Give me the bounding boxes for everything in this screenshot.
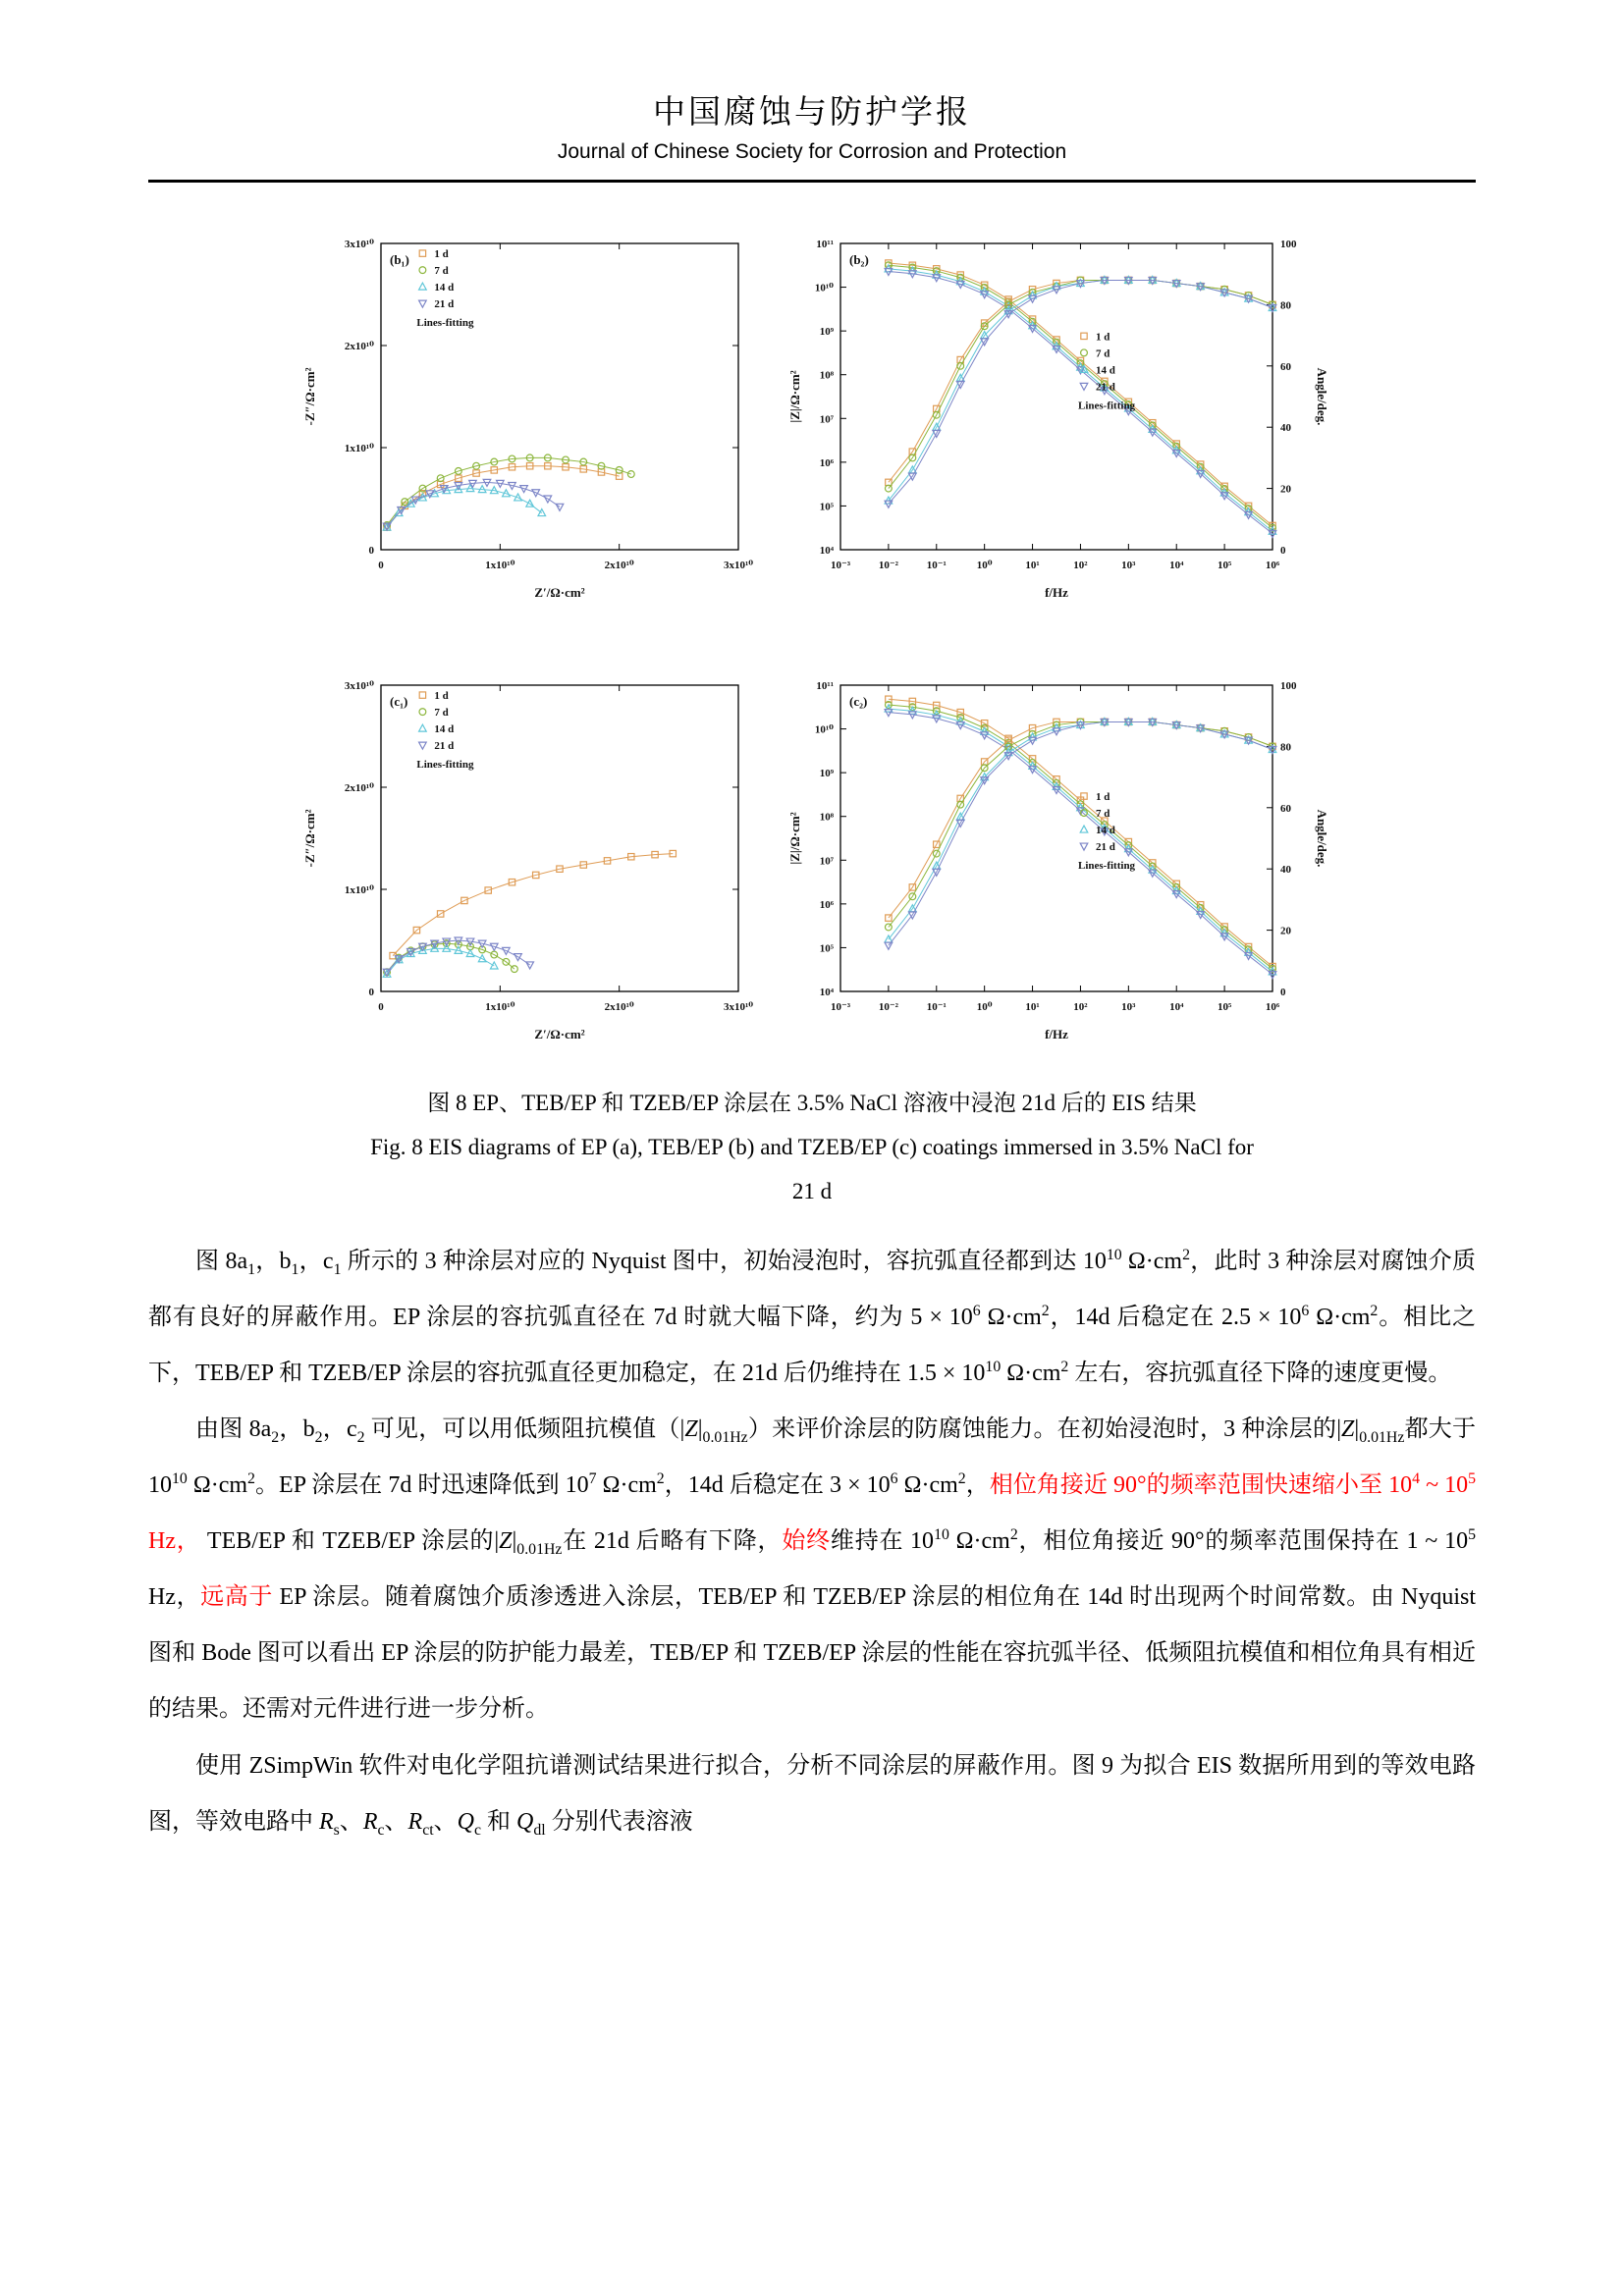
svg-text:21 d: 21 d: [434, 740, 455, 753]
svg-text:10⁻¹: 10⁻¹: [926, 1001, 947, 1013]
svg-text:10¹¹: 10¹¹: [816, 239, 834, 250]
article-body: [148, 1234, 1476, 1850]
svg-text:0: 0: [1280, 987, 1286, 998]
figure-caption: [0, 1082, 1624, 1214]
svg-text:10⁴: 10⁴: [819, 545, 834, 557]
svg-text:14 d: 14 d: [1096, 364, 1115, 377]
svg-text:20: 20: [1280, 925, 1291, 937]
svg-text:80: 80: [1280, 741, 1291, 754]
svg-text:10²: 10²: [1073, 560, 1088, 571]
svg-text:(b₁): (b₁): [390, 252, 409, 267]
svg-text:100: 100: [1280, 239, 1297, 250]
svg-text:10¹⁰: 10¹⁰: [814, 282, 834, 294]
svg-text:0: 0: [1280, 545, 1286, 557]
journal-title-zh: 中国腐蚀与防护学报: [653, 95, 971, 131]
svg-text:1 d: 1 d: [434, 690, 449, 703]
svg-text:0: 0: [378, 560, 384, 571]
svg-text:60: 60: [1280, 360, 1291, 373]
svg-text:10⁹: 10⁹: [819, 326, 834, 339]
svg-text:1x10¹⁰: 1x10¹⁰: [344, 884, 374, 896]
svg-text:7 d: 7 d: [434, 265, 449, 278]
svg-text:Angle/deg.: Angle/deg.: [1315, 367, 1329, 426]
svg-text:10⁶: 10⁶: [819, 456, 834, 469]
svg-text:2x10¹⁰: 2x10¹⁰: [344, 782, 374, 794]
svg-text:10³: 10³: [1121, 1001, 1136, 1013]
svg-text:1x10¹⁰: 1x10¹⁰: [485, 1001, 515, 1013]
figure-caption-en-cont: 21 d: [791, 1178, 833, 1203]
svg-text:0: 0: [378, 1001, 384, 1013]
svg-text:10⁰: 10⁰: [976, 560, 993, 571]
svg-text:10⁷: 10⁷: [819, 413, 834, 426]
svg-text:10⁵: 10⁵: [819, 501, 834, 513]
svg-text:7 d: 7 d: [434, 707, 449, 720]
svg-text:10⁵: 10⁵: [819, 942, 834, 955]
svg-text:14 d: 14 d: [434, 282, 455, 294]
svg-text:40: 40: [1280, 864, 1291, 877]
svg-text:-Z″/Ω·cm²: -Z″/Ω·cm²: [302, 367, 317, 426]
figure-caption-zh: 图 8 EP、TEB/EP 和 TZEB/EP 涂层在 3.5% NaCl 溶液中浸泡 21d 后的 EIS 结果: [427, 1091, 1197, 1115]
svg-text:f/Hz: f/Hz: [1045, 1027, 1068, 1041]
svg-text:14 d: 14 d: [1096, 825, 1115, 837]
svg-text:10⁴: 10⁴: [1169, 1001, 1184, 1013]
svg-text:1 d: 1 d: [1096, 791, 1110, 804]
svg-text:2x10¹⁰: 2x10¹⁰: [344, 341, 374, 352]
svg-text:(c₂): (c₂): [849, 694, 868, 709]
svg-text:100: 100: [1280, 680, 1297, 692]
svg-text:1x10¹⁰: 1x10¹⁰: [344, 443, 374, 454]
chart-b1-nyquist: [295, 226, 766, 611]
svg-text:3x10¹⁰: 3x10¹⁰: [723, 560, 754, 571]
svg-text:40: 40: [1280, 422, 1291, 435]
chart-c1-nyquist: [295, 667, 766, 1052]
svg-text:10⁶: 10⁶: [1265, 560, 1280, 571]
paragraph-bode-analysis: 由图 $8a_2$，$b_2$，$c_2$ 可见，可以用低频阻抗模值$(|Z|_{0.01Hz})$来评价涂层的防腐蚀能力。在初始浸泡时，3 种涂层的$|Z|_{0.01Hz}$都大于 $10^{10}$ $\Omega\cdot cm^2$。EP 涂层在 7d 时迅速降低到 $10^7$ $\Omega\cdot cm^2$，14d 后稳定在 $3 \times 10^6$ $\Omega\cdot cm^2$，相位角接近 90°的频率范围快速缩小至 $10^4$ ~ $10^5$ Hz， TEB/EP 和 TZEB/EP 涂层的$|Z|_{0.01Hz}$在 21d 后略有下降，始终维持在 $10^{10}$ $\Omega\cdot cm^2$，相位角接近 90°的频率范围保持在 1 ~ $10^5$ Hz，远高于 EP 涂层。随着腐蚀介质渗透进入涂层，TEB/EP 和 TZEB/EP 涂层的相位角在 14d 时出现两个时间常数。由 Nyquist 图和 Bode 图可以看出 EP 涂层的防护能力最差，TEB/EP 和 TZEB/EP 涂层的性能在容抗弧半径、低频阻抗模值和相位角具有相近的结果。还需对元件进行进一步分析。: [148, 1415, 1477, 1723]
svg-text:Z′/Ω·cm²: Z′/Ω·cm²: [534, 1027, 585, 1041]
svg-text:Lines-fitting: Lines-fitting: [416, 317, 474, 330]
header-rule: [148, 180, 1476, 183]
svg-text:60: 60: [1280, 802, 1291, 815]
svg-text:|Z|/Ω·cm²: |Z|/Ω·cm²: [787, 370, 802, 423]
svg-text:10⁴: 10⁴: [819, 987, 834, 998]
svg-text:f/Hz: f/Hz: [1045, 585, 1068, 600]
svg-text:10⁻²: 10⁻²: [878, 560, 898, 571]
svg-text:0: 0: [368, 987, 374, 998]
svg-text:2x10¹⁰: 2x10¹⁰: [604, 560, 634, 571]
svg-text:10⁵: 10⁵: [1217, 560, 1232, 571]
journal-header: [0, 0, 1624, 183]
svg-text:3x10¹⁰: 3x10¹⁰: [723, 1001, 754, 1013]
svg-text:Z′/Ω·cm²: Z′/Ω·cm²: [534, 585, 585, 600]
svg-text:10³: 10³: [1121, 560, 1136, 571]
svg-text:10¹¹: 10¹¹: [816, 680, 834, 692]
svg-text:10²: 10²: [1073, 1001, 1088, 1013]
svg-text:-Z″/Ω·cm²: -Z″/Ω·cm²: [302, 809, 317, 868]
paragraph-zsimpwin-fitting: 使用 ZSimpWin 软件对电化学阻抗谱测试结果进行拟合，分析不同涂层的屏蔽作用。图 9 为拟合 EIS 数据所用到的等效电路图，等效电路中 $R_s$、$R_c$、$R_{ct}$、$Q_c$ 和 $Q_{dl}$ 分别代表溶液: [148, 1752, 1476, 1839]
paragraph-nyquist-analysis: 图 $8a_1$，$b_1$，$c_1$ 所示的 3 种涂层对应的 Nyquist 图中，初始浸泡时，容抗弧直径都到达 $10^{10}$ $\Omega\cdot cm^2$，此时 3 种涂层对腐蚀介质都有良好的屏蔽作用。EP 涂层的容抗弧直径在 7d 时就大幅下降，约为 $5 \times 10^6$ $\Omega\cdot cm^2$，14d 后稳定在 $2.5 \times 10^6$ $\Omega\cdot cm^2$。相比之下，TEB/EP 和 TZEB/EP 涂层的容抗弧直径更加稳定，在 21d 后仍维持在 $1.5 \times 10^{10}$ $\Omega\cdot cm^2$ 左右，容抗弧直径下降的速度更慢。: [148, 1246, 1477, 1386]
svg-text:10⁻³: 10⁻³: [830, 560, 851, 571]
svg-text:10¹⁰: 10¹⁰: [814, 723, 834, 736]
svg-text:10¹: 10¹: [1025, 560, 1040, 571]
chart-b2-bode: [780, 226, 1329, 611]
svg-text:3x10¹⁰: 3x10¹⁰: [344, 680, 374, 692]
svg-text:Angle/deg.: Angle/deg.: [1315, 809, 1329, 868]
svg-text:10⁸: 10⁸: [819, 811, 834, 824]
svg-text:10⁵: 10⁵: [1217, 1001, 1232, 1013]
svg-text:10⁹: 10⁹: [819, 768, 834, 780]
svg-text:1 d: 1 d: [434, 248, 449, 261]
svg-text:10¹: 10¹: [1025, 1001, 1040, 1013]
svg-text:14 d: 14 d: [434, 723, 455, 736]
svg-text:21 d: 21 d: [1096, 841, 1115, 854]
svg-text:Lines-fitting: Lines-fitting: [1078, 400, 1136, 412]
svg-text:Lines-fitting: Lines-fitting: [416, 759, 474, 772]
figure-caption-en: Fig. 8 EIS diagrams of EP (a), TEB/EP (b) and TZEB/EP (c) coatings immersed in 3.5% NaCl for: [370, 1134, 1254, 1159]
svg-text:(c₁): (c₁): [390, 694, 408, 709]
svg-text:10⁴: 10⁴: [1169, 560, 1184, 571]
svg-text:1x10¹⁰: 1x10¹⁰: [485, 560, 515, 571]
svg-text:20: 20: [1280, 483, 1291, 496]
svg-text:|Z|/Ω·cm²: |Z|/Ω·cm²: [787, 812, 802, 865]
svg-text:2x10¹⁰: 2x10¹⁰: [604, 1001, 634, 1013]
svg-text:7 d: 7 d: [1096, 808, 1110, 821]
svg-text:10⁻²: 10⁻²: [878, 1001, 898, 1013]
svg-text:Lines-fitting: Lines-fitting: [1078, 860, 1136, 873]
svg-text:80: 80: [1280, 299, 1291, 312]
svg-text:21 d: 21 d: [434, 298, 455, 311]
svg-text:10⁻¹: 10⁻¹: [926, 560, 947, 571]
svg-text:10⁻³: 10⁻³: [830, 1001, 851, 1013]
svg-text:10⁰: 10⁰: [976, 1001, 993, 1013]
svg-text:1 d: 1 d: [1096, 331, 1110, 344]
svg-text:10⁸: 10⁸: [819, 369, 834, 382]
svg-text:10⁶: 10⁶: [1265, 1001, 1280, 1013]
svg-text:(b₂): (b₂): [849, 252, 869, 267]
svg-text:3x10¹⁰: 3x10¹⁰: [344, 239, 374, 250]
journal-title-en: Journal of Chinese Society for Corrosion and Protection: [557, 140, 1067, 163]
svg-text:21 d: 21 d: [1096, 381, 1115, 394]
svg-text:10⁷: 10⁷: [819, 855, 834, 868]
figure-8-charts: [0, 226, 1624, 1052]
svg-text:7 d: 7 d: [1096, 347, 1110, 360]
chart-c2-bode: [780, 667, 1329, 1052]
svg-text:0: 0: [368, 545, 374, 557]
svg-text:10⁶: 10⁶: [819, 898, 834, 911]
